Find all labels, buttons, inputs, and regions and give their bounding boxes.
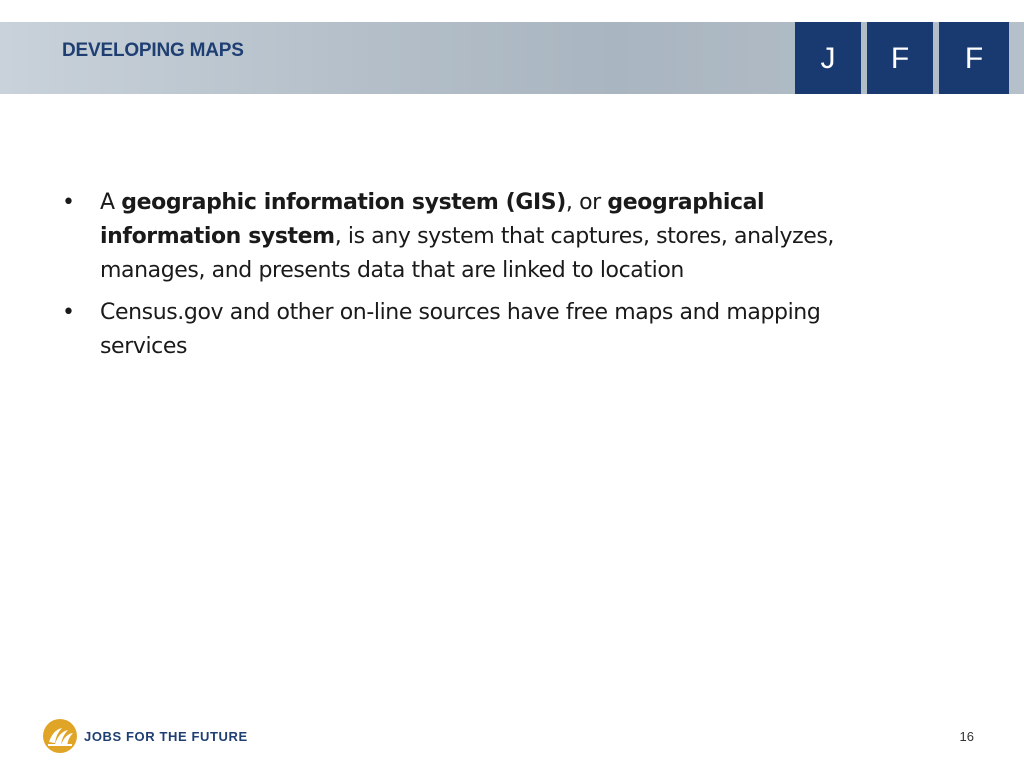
- bullet-dot-icon: •: [62, 300, 75, 325]
- jobs-for-the-future-logo: [42, 718, 248, 754]
- bullet-dot-icon: •: [62, 190, 75, 215]
- jff-emblem-icon: [42, 718, 78, 754]
- bullet-item-gis: [62, 186, 902, 288]
- bullet-item-census: [62, 296, 902, 364]
- bullet-text-part: , is any system that captures, stores, analyzes, manages, and presents data that are linked to location: [100, 224, 835, 283]
- bullet-text-part: A: [100, 190, 122, 215]
- logo-letter-f-first: F: [867, 22, 933, 94]
- bullet-text-bold: geographical information system: [100, 190, 765, 249]
- bullet-text-bold: geographic information system (GIS): [121, 190, 566, 215]
- bullet-text-part: Census.gov and other on-line sources have free maps and mapping services: [100, 300, 821, 359]
- jff-logo-blocks: [795, 22, 1009, 94]
- logo-letter-j: J: [795, 22, 861, 94]
- page-number: 16: [959, 729, 974, 744]
- footer-logo-text: JOBS FOR THE FUTURE: [84, 728, 248, 744]
- bullet-list: [62, 186, 902, 372]
- logo-letter-f-second: F: [939, 22, 1009, 94]
- bullet-text-part: , or: [565, 190, 608, 215]
- slide-title: DEVELOPING MAPS: [62, 40, 244, 61]
